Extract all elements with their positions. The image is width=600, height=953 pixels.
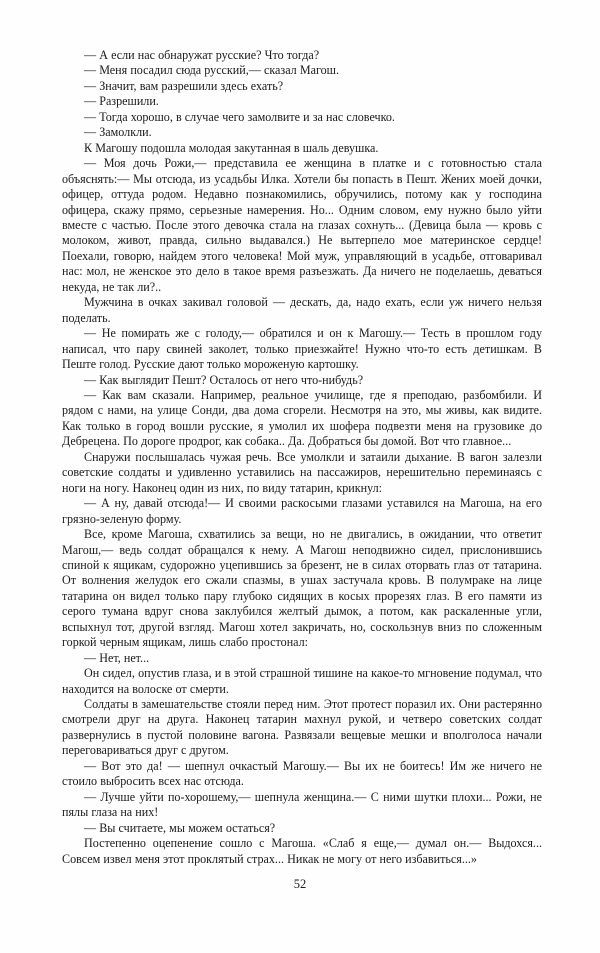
paragraph: Солдаты в замешательстве стояли перед ним. Этот протест поразил их. Они растерянно смотрели друг на друга. Наконец татарин махнул рукой, и четверо советских солдат развернулись в пустой половине вагона. Развязали вещевые мешки и вполголоса начали переговариваться друг с другом.	[62, 697, 542, 758]
paragraph: — Замолкли.	[84, 125, 152, 140]
paragraph: — Вы считаете, мы можем остаться?	[84, 820, 276, 835]
paragraph: Мужчина в очках закивал головой — дескать, да, надо ехать, если уж ничего нельзя поделать.	[62, 295, 542, 325]
paragraph: — Вот это да! — шепнул очкастый Магошу.— Вы их не боитесь! Им же ничего не стоило выбросить всех нас отсюда.	[62, 758, 542, 789]
paragraph: Все, кроме Магоша, схватились за вещи, но не двигались, в ожидании, что ответит Магош,— ведь солдат обращался к нему. А Магош неподвижно сидел, прислонившись спиной к ящикам, судорожно уцепившись за брезент, не в силах оторвать глаз от татарина. От волнения желудок его сжали спазмы, в ушах застучала кровь. В полумраке на лице татарина он видел только пару глубоко сидящих в косых прорезях глаз. В его памяти из серого тумана вдруг снова заклубился желтый дымок, а потом, как раскаленные угли, вспыхнул тот, другой взгляд. Магош хотел закричать, но, соскользнув вниз по сложенным горкой черным ящикам, лишь слабо простонал:	[62, 527, 542, 650]
paragraph: — Моя дочь Рожи,— представила ее женщина в платке и с готовностью стала объяснять:— Мы отсюда, из усадьбы Илка. Хотели бы попасть в Пешт. Жених моей дочки, офицер, оттуда родом. Недавно познакомились, обручились, потому как у господина офицера, скажу прямо, серьезные намерения. Но... Одним словом, ему нужно было уйти вместе с частью. После этого девочка стала на глазах сохнуть... (Девица была — кровь с молоком, живот, правда, сильно выдавался.) Не вытерпело мое материнское сердце! Поехали, говорю, найдем этого человека! Мой муж, управляющий в усадьбе, отговаривал нас: мол, не женское это дело в такое время разъезжать. Да ничего не поделаешь, деваться некуда, не так ли?..	[62, 156, 542, 294]
paragraph: — Тогда хорошо, в случае чего замолвите и за нас словечко.	[84, 109, 395, 124]
paragraph: — Как вам сказали. Например, реальное училище, где я преподаю, разбомбили. И рядом с нами, на улице Сонди, два дома сгорели. Несмотря на это, мы живы, как видите. Как только в город вошли русские, я умолил их шофера подвезти меня на грузовике до Дебрецена. По дороге продрог, как собака.. Да. Добраться бы домой. Вот что главное...	[62, 387, 542, 449]
paragraph: — Меня посадил сюда русский,— сказал Магош.	[84, 63, 339, 78]
paragraph: — А если нас обнаружат русские? Что тогда?	[84, 48, 320, 62]
paragraph: — Разрешили.	[84, 94, 159, 109]
paragraph: — Как выглядит Пешт? Осталось от него что-нибудь?	[84, 372, 364, 387]
paragraph: Постепенно оцепенение сошло с Магоша. «Слаб я еще,— думал он.— Выдохся... Совсем извел меня этот проклятый страх... Никак не могу от него избавиться...»	[62, 836, 542, 866]
body-text-column	[62, 48, 542, 867]
paragraph: — Лучше уйти по-хорошему,— шепнула женщина.— С ними шутки плохи... Рожи, не пялы глаза на них!	[62, 789, 542, 820]
paragraph: — Не помирать же с голоду,— обратился и он к Магошу.— Тесть в прошлом году написал, что пару свиней заколет, только приезжайте! Нужно что-то есть детишкам. В Пеште голод. Русские дают только мороженую картошку.	[62, 326, 542, 372]
paragraph: — Нет, нет...	[84, 650, 150, 665]
paragraph: — А ну, давай отсюда!— И своими раскосыми глазами уставился на Магоша, на его грязно-зеленую форму.	[62, 496, 542, 526]
paragraph: Снаружи послышалась чужая речь. Все умолкли и затаили дыхание. В вагон залезли советские солдаты и удивленно уставились на пассажиров, нерешительно переминаясь с ноги на ногу. Наконец один из них, по виду татарин, крикнул:	[62, 449, 542, 495]
paragraph: Он сидел, опустив глаза, и в этой страшной тишине на какое-то мгновение подумал, что находится на волоске от смерти.	[62, 666, 542, 696]
paragraph: К Магошу подошла молодая закутанная в шаль девушка.	[84, 140, 379, 155]
paragraph: — Значит, вам разрешили здесь ехать?	[84, 78, 284, 93]
page-number: 52	[293, 877, 307, 891]
